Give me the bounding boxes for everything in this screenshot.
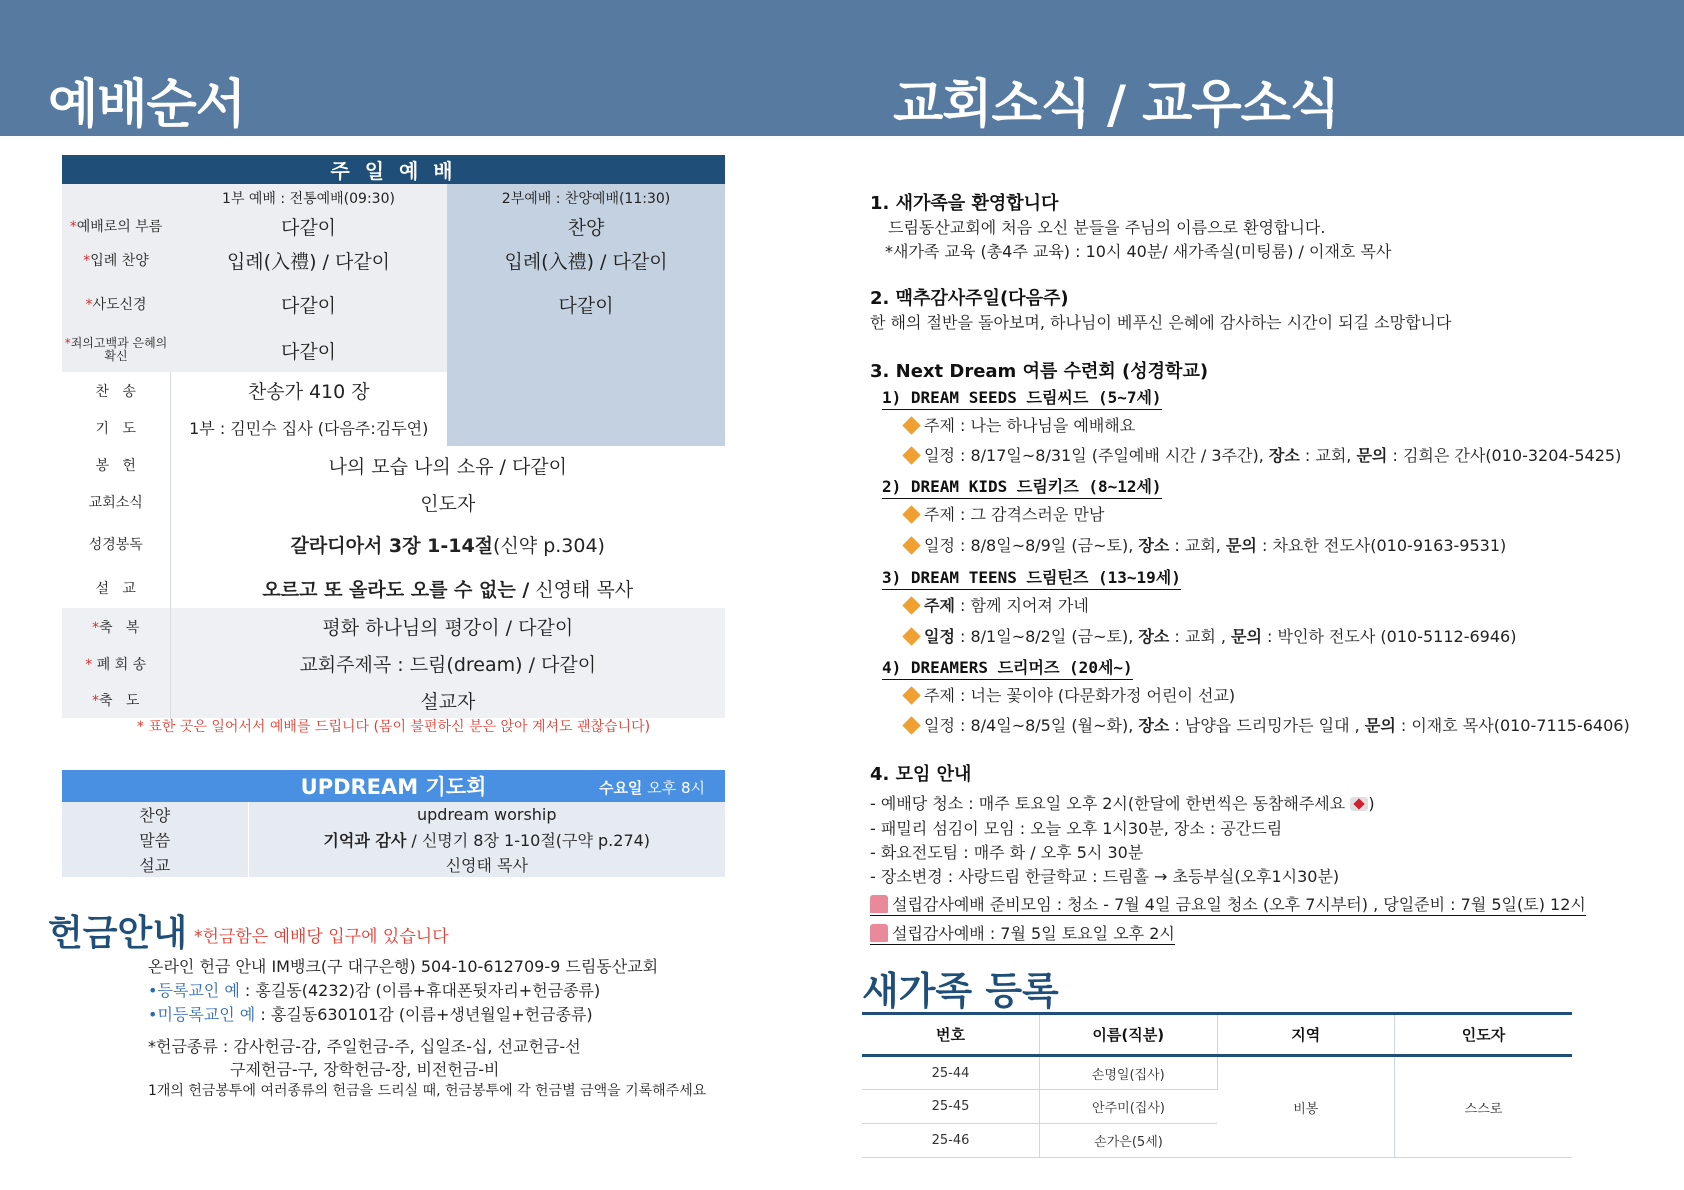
- offering-account: 온라인 헌금 안내 IM뱅크(구 대구은행) 504-10-612709-9 드림동산교회: [148, 957, 659, 976]
- offering-unregistered-example: •미등록교인 예 : 홍길동630101감 (이름+생년월일+헌금종류): [148, 1005, 593, 1024]
- table-row: 기 도 1부 : 김민수 집사 (다음주:김두연): [62, 409, 725, 446]
- table-row: 25-44 손명일(집사) 비봉 스스로: [862, 1056, 1572, 1090]
- table-row: 25-46 손가은(5세): [862, 1124, 1572, 1158]
- service1-header: 1부 예배 : 전통예배(09:30): [170, 184, 447, 212]
- table-row: 설 교 오르고 또 올라도 오를 수 없는 / 신영태 목사: [62, 568, 725, 608]
- table-row: *죄의고백과 은혜의확신 다같이: [62, 328, 725, 372]
- table-row: 25-45 안주미(집사): [862, 1090, 1572, 1124]
- church-icon: [870, 924, 888, 942]
- diamond-icon: [902, 416, 920, 434]
- standing-note: * 표한 곳은 일어서서 예배를 드립니다 (몸이 불편하신 분은 앉아 계셔도 괜찮습니다): [136, 719, 651, 735]
- diamond-icon: [902, 627, 920, 645]
- table-row: *입례 찬양 입례(入禮) / 다같이 입례(入禮) / 다같이: [62, 240, 725, 280]
- camp-name: 1) DREAM SEEDS 드림씨드 (5~7세): [882, 385, 1162, 410]
- table-row: 봉 헌 나의 모습 나의 소유 / 다같이: [62, 446, 725, 484]
- table-row: *사도신경 다같이 다같이: [62, 280, 725, 328]
- updream-title: UPDREAM 기도회: [300, 775, 487, 799]
- table-row: 설교 신영태 목사: [62, 852, 725, 877]
- news-welcome-title: 1. 새가족을 환영합니다: [870, 193, 1059, 214]
- offering-note: *헌금함은 예배당 입구에 있습니다: [194, 927, 449, 947]
- camp-name: 3) DREAM TEENS 드림틴즈 (13~19세): [882, 565, 1181, 590]
- offering-types: *헌금종류 : 감사헌금-감, 주일헌금-주, 십일조-십, 선교헌금-선: [148, 1037, 581, 1056]
- table-row: 찬양 updream worship: [62, 802, 725, 827]
- table-row: * 폐 회 송 교회주제곡 : 드림(dream) / 다같이: [62, 645, 725, 682]
- updream-table: [62, 770, 725, 877]
- diamond-icon: [902, 446, 920, 464]
- camp-name: 4) DREAMERS 드리머즈 (20세~): [882, 655, 1133, 680]
- diamond-icon: [902, 716, 920, 734]
- table-row: *예배로의 부름 다같이 찬양: [62, 212, 725, 240]
- table-row: *축 복 평화 하나님의 평강이 / 다같이: [62, 608, 725, 645]
- news-thanksgiving-title: 2. 맥추감사주일(다음주): [870, 288, 1069, 309]
- table-row: *축 도 설교자: [62, 682, 725, 718]
- table-row: 성경봉독 갈라디아서 3장 1-14절(신약 p.304): [62, 520, 725, 568]
- news-meetings-title: 4. 모임 안내: [870, 764, 972, 785]
- service2-header: 2부예배 : 찬양예배(11:30): [447, 184, 725, 212]
- offering-types-2: 구제헌금-구, 장학헌금-장, 비전헌금-비: [230, 1060, 500, 1079]
- table-row: 말씀 기억과 감사 / 신명기 8장 1-10절(구약 p.274): [62, 827, 725, 852]
- offering-title: 헌금안내: [48, 913, 188, 954]
- header-bar: [0, 0, 1684, 136]
- page-title-left: 예배순서: [48, 75, 245, 135]
- updream-time: 수요일 오후 8시: [598, 779, 705, 797]
- worship-caption: 주 일 예 배: [62, 155, 725, 184]
- offering-registered-example: •등록교인 예 : 홍길동(4232)감 (이름+휴대폰뒷자리+헌금종류): [148, 981, 601, 1000]
- diamond-icon: [902, 686, 920, 704]
- church-icon: [870, 895, 888, 913]
- news-camp-title: 3. Next Dream 여름 수련회 (성경학교): [870, 361, 1209, 382]
- region-cell: 비봉: [1217, 1056, 1395, 1158]
- leader-cell: 스스로: [1395, 1056, 1573, 1158]
- camp-name: 2) DREAM KIDS 드림키즈 (8~12세): [882, 474, 1162, 499]
- heart-icon: [1350, 797, 1368, 811]
- table-row: 교회소식 인도자: [62, 484, 725, 520]
- diamond-icon: [902, 596, 920, 614]
- new-family-table: 번호 이름(직분) 지역 인도자 25-44 손명일(집사) 비봉 스스로 25-45 안주미(집사) 25-46 손가은(5세): [862, 1012, 1572, 1158]
- worship-order-table: [62, 155, 725, 718]
- diamond-icon: [902, 536, 920, 554]
- offering-instruction: 1개의 헌금봉투에 여러종류의 헌금을 드리실 때, 헌금봉투에 각 헌금별 금액을 기록해주세요: [148, 1083, 707, 1099]
- diamond-icon: [902, 505, 920, 523]
- page-title-right: 교회소식 / 교우소식: [893, 75, 1340, 135]
- new-family-title: 새가족 등록: [862, 969, 1059, 1013]
- table-row: 찬 송 찬송가 410 장: [62, 372, 725, 409]
